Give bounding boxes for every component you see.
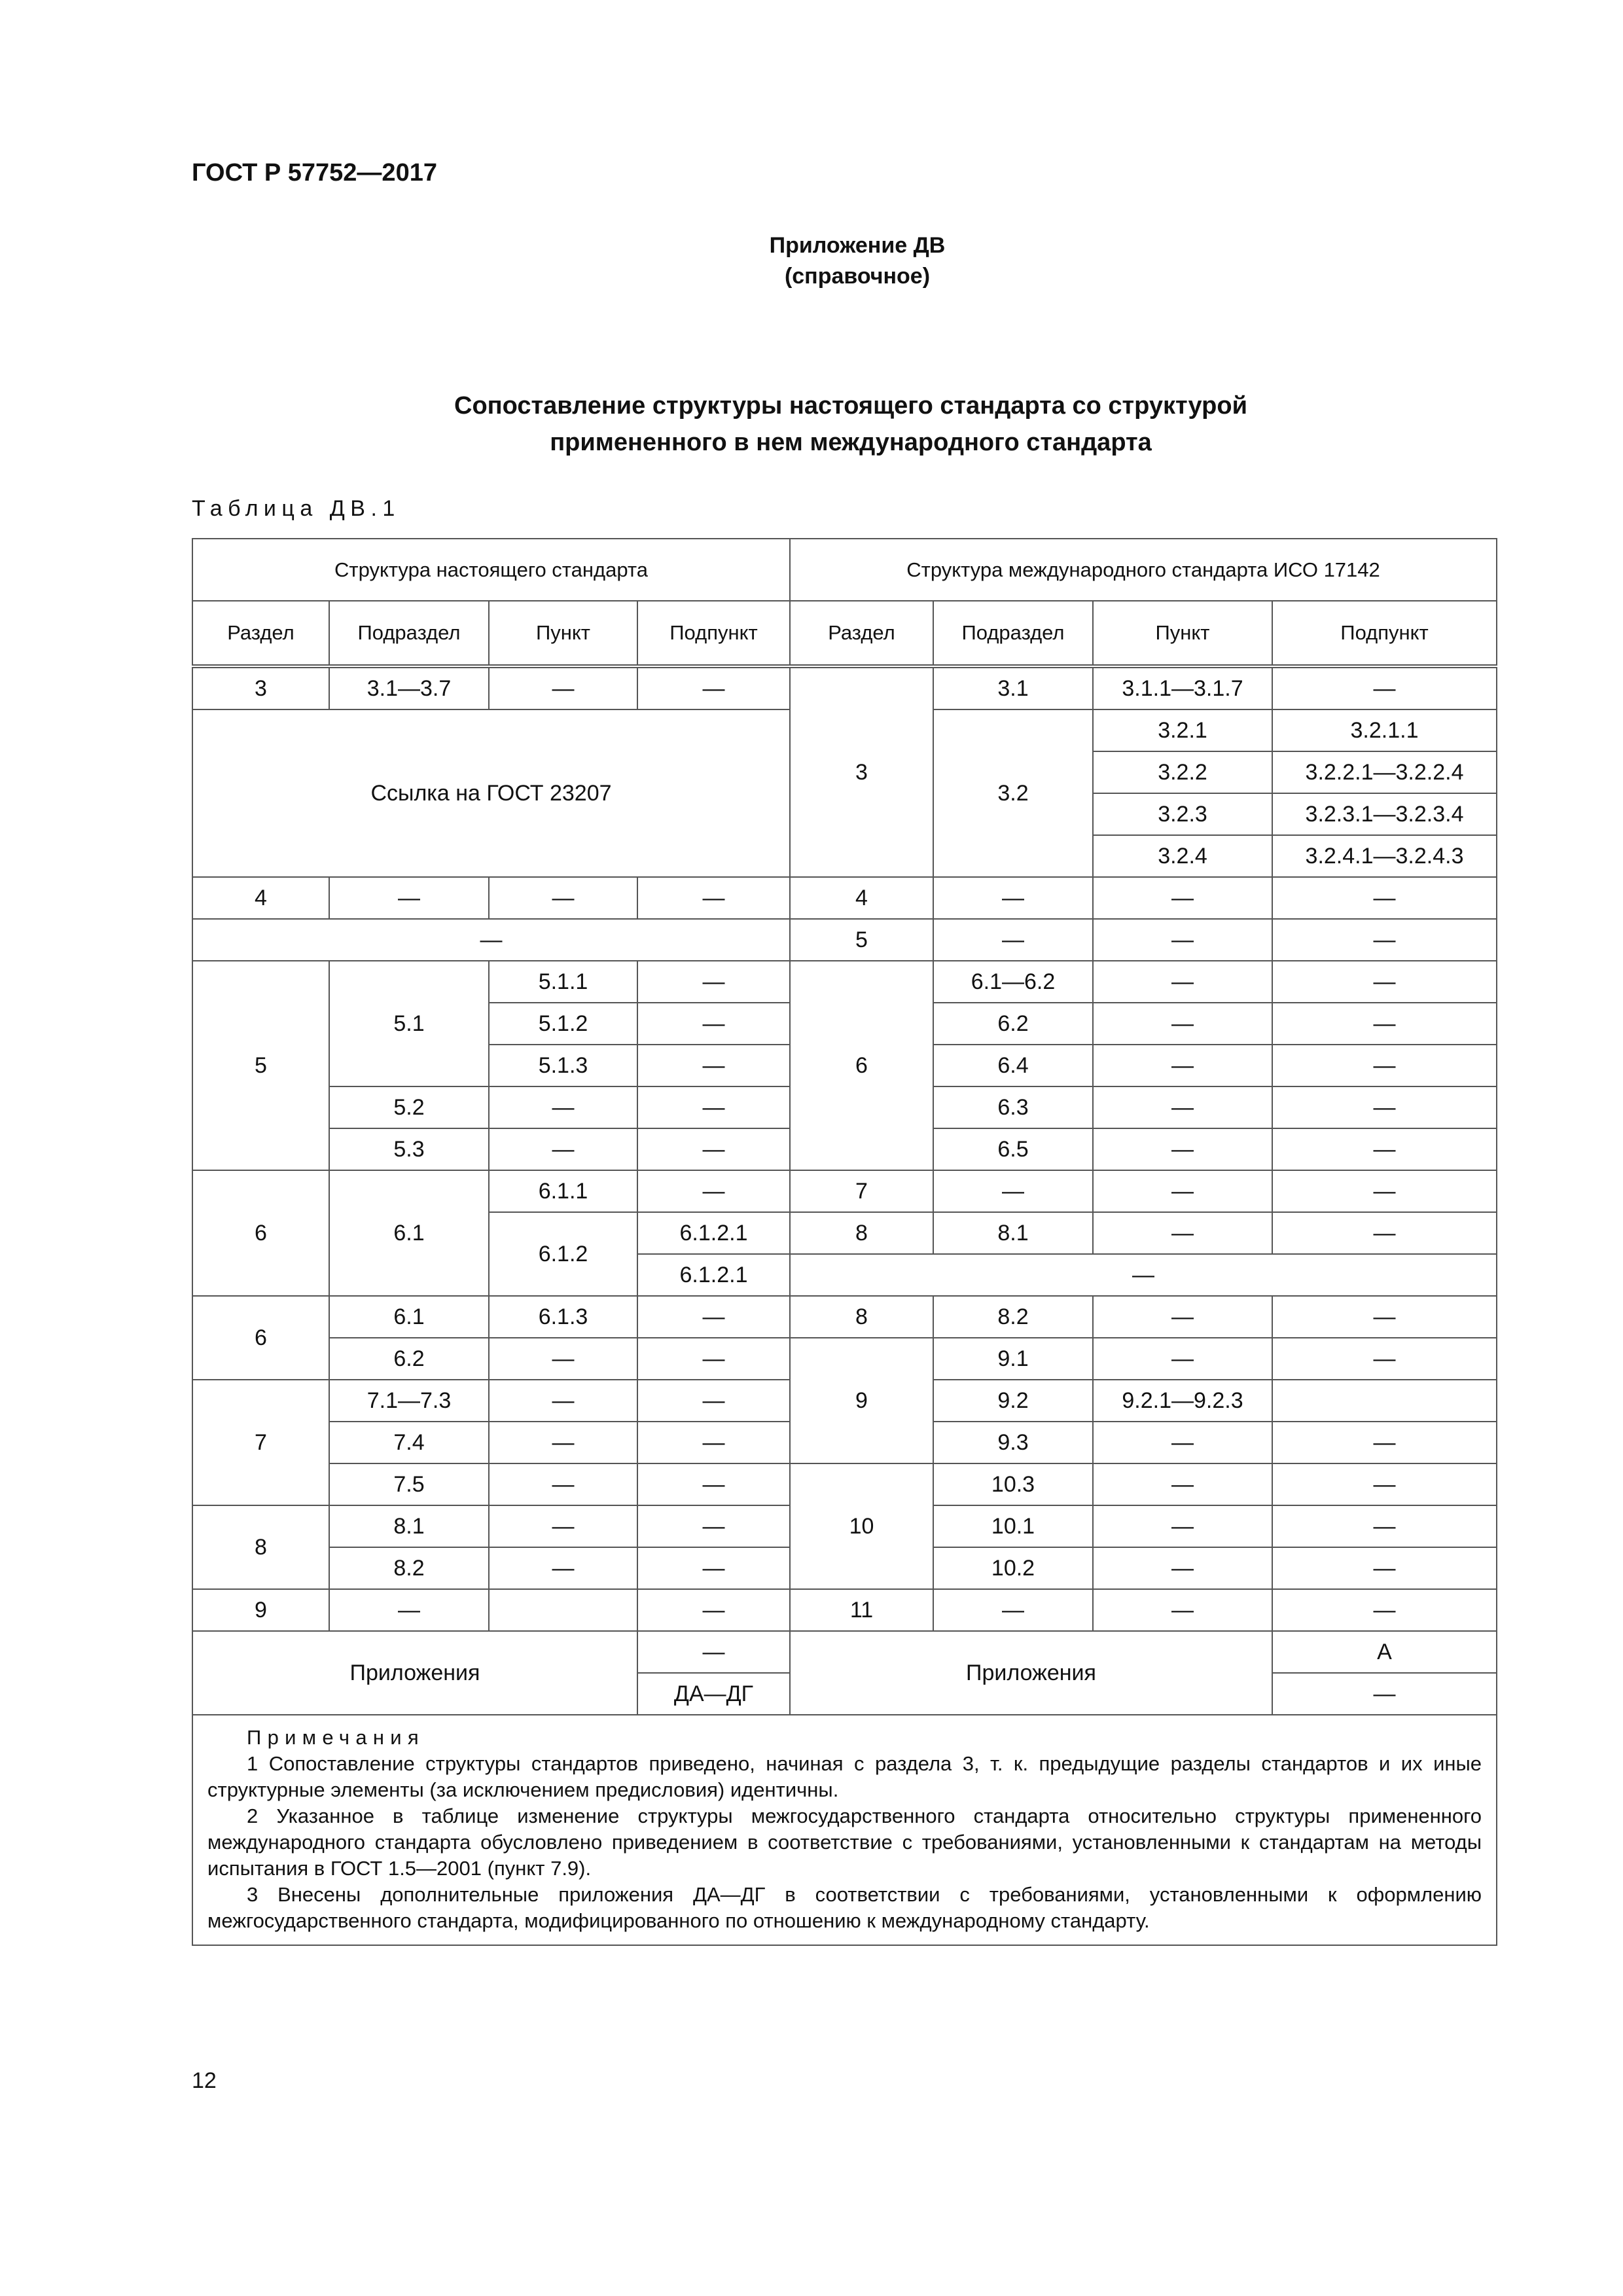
table-row: [192, 919, 1497, 961]
table-cell: —: [1093, 1338, 1272, 1380]
table-cell: 5.3: [329, 1128, 489, 1170]
column-header: Пункт: [1093, 601, 1272, 666]
table-cell: —: [1093, 1589, 1272, 1631]
table-cell: —: [1272, 1170, 1497, 1212]
table-cell: —: [790, 1254, 1497, 1296]
table-cell: 3: [790, 666, 933, 877]
table-cell: —: [1093, 1547, 1272, 1589]
table-cell: —: [637, 1296, 790, 1338]
table-row: [192, 1631, 1497, 1673]
table-cell: —: [1093, 1296, 1272, 1338]
table-row: [192, 1589, 1497, 1631]
table-cell: —: [1272, 877, 1497, 919]
table-cell: 6.5: [933, 1128, 1093, 1170]
table-cell: 6.1: [329, 1296, 489, 1338]
notes-row: [192, 1715, 1497, 1945]
table-cell: 6.1.1: [489, 1170, 637, 1212]
table-cell: [489, 1589, 637, 1631]
table-cell: —: [1272, 1296, 1497, 1338]
table-cell: —: [1093, 1086, 1272, 1128]
table-cell: 6.1—6.2: [933, 961, 1093, 1003]
appendix-heading: [687, 230, 1027, 292]
table-cell: —: [1272, 1212, 1497, 1254]
table-cell: 7: [192, 1380, 329, 1505]
table-cell: —: [637, 877, 790, 919]
table-cell: —: [1272, 1547, 1497, 1589]
table-cell: 6.1.3: [489, 1296, 637, 1338]
notes-cell: [192, 1715, 1497, 1945]
table-cell: —: [1272, 1463, 1497, 1505]
table-cell: —: [1093, 1045, 1272, 1086]
table-cell: —: [329, 877, 489, 919]
table-cell: 5.1: [329, 961, 489, 1086]
table-cell: —: [489, 1505, 637, 1547]
table-cell: 10.1: [933, 1505, 1093, 1547]
table-cell: 9.2: [933, 1380, 1093, 1422]
table-cell: —: [489, 666, 637, 709]
table-row: [192, 961, 1497, 1003]
table-cell: —: [489, 1547, 637, 1589]
table-cell: 6.2: [933, 1003, 1093, 1045]
table-cell: —: [1272, 1003, 1497, 1045]
appendix-kind: (справочное): [784, 264, 931, 289]
table-cell: 11: [790, 1589, 933, 1631]
table-cell: 3.1—3.7: [329, 666, 489, 709]
table-cell: 6: [192, 1296, 329, 1380]
table-cell: 10.3: [933, 1463, 1093, 1505]
table-cell: —: [637, 1338, 790, 1380]
table-cell: 3.2.3.1—3.2.3.4: [1272, 793, 1497, 835]
table-cell: 8: [790, 1212, 933, 1254]
table-row: [192, 1170, 1497, 1212]
table-cell: —: [329, 1589, 489, 1631]
table-cell: —: [637, 1505, 790, 1547]
table-cell: 4: [192, 877, 329, 919]
table-cell: 5: [192, 961, 329, 1170]
table-cell: —: [1093, 1463, 1272, 1505]
table-cell: 8: [790, 1296, 933, 1338]
table-cell: 6.1.2.1: [637, 1212, 790, 1254]
table-cell: 8.1: [933, 1212, 1093, 1254]
column-header: Подпункт: [637, 601, 790, 666]
table-cell: —: [1272, 1086, 1497, 1128]
table-row: [192, 1463, 1497, 1505]
table-cell: —: [1272, 1128, 1497, 1170]
table-cell: 7: [790, 1170, 933, 1212]
table-cell: —: [637, 1170, 790, 1212]
table-cell: 6.4: [933, 1045, 1093, 1086]
table-cell: —: [637, 1003, 790, 1045]
table-cell: Приложения: [192, 1631, 637, 1715]
table-cell: 3.1: [933, 666, 1093, 709]
table-cell: —: [1093, 877, 1272, 919]
table-cell: 3.1.1—3.1.7: [1093, 666, 1272, 709]
table-cell: —: [1093, 961, 1272, 1003]
table-cell: 4: [790, 877, 933, 919]
table-cell: —: [637, 1422, 790, 1463]
table-cell: 9: [790, 1338, 933, 1463]
table-cell: 6: [192, 1170, 329, 1296]
table-cell: 7.1—7.3: [329, 1380, 489, 1422]
table-cell: —: [933, 1170, 1093, 1212]
table-row: [192, 666, 1497, 709]
table-cell: А: [1272, 1631, 1497, 1673]
table-row: [192, 1338, 1497, 1380]
table-cell: —: [637, 961, 790, 1003]
comparison-table: [192, 538, 1497, 1946]
table-cell: 3.2.2: [1093, 751, 1272, 793]
table-cell: —: [1272, 666, 1497, 709]
table-cell: Приложения: [790, 1631, 1272, 1715]
title-line: Сопоставление структуры настоящего стандарта со структурой: [454, 392, 1247, 420]
table-cell: 5.1.2: [489, 1003, 637, 1045]
note-item: 3 Внесены дополнительные приложения ДА—ДГ в соответствии с требованиями, установленными к оформлению межгосударственного стандарта, модифицированного по отношению к международному стандарту.: [207, 1883, 1482, 1932]
table-cell: —: [1093, 1422, 1272, 1463]
table-cell: 7.4: [329, 1422, 489, 1463]
table-cell: 10: [790, 1463, 933, 1589]
document-code: ГОСТ Р 57752—2017: [192, 159, 437, 187]
table-cell: —: [933, 919, 1093, 961]
table-cell: 9.3: [933, 1422, 1093, 1463]
column-header: Подпункт: [1272, 601, 1497, 666]
table-cell: Ссылка на ГОСТ 23207: [192, 709, 790, 877]
table-cell: —: [637, 1045, 790, 1086]
table-cell: 3: [192, 666, 329, 709]
table-cell: —: [637, 1589, 790, 1631]
table-cell: —: [1272, 1589, 1497, 1631]
column-header: Раздел: [192, 601, 329, 666]
table-cell: —: [637, 1631, 790, 1673]
title-line: примененного в нем международного стандарта: [550, 429, 1152, 456]
table-cell: —: [489, 1380, 637, 1422]
column-header: Пункт: [489, 601, 637, 666]
table-cell: —: [637, 1128, 790, 1170]
table-cell: —: [637, 1547, 790, 1589]
column-header: Подраздел: [329, 601, 489, 666]
table-cell: 3.2.2.1—3.2.2.4: [1272, 751, 1497, 793]
table-cell: —: [637, 1086, 790, 1128]
table-cell: 10.2: [933, 1547, 1093, 1589]
table-cell: —: [1272, 1505, 1497, 1547]
table-header-row: [192, 539, 1497, 601]
table-cell: —: [1093, 1212, 1272, 1254]
table-cell: —: [1093, 1505, 1272, 1547]
table-cell: 8.2: [329, 1547, 489, 1589]
table-cell: —: [489, 877, 637, 919]
appendix-title: Приложение ДВ: [769, 233, 946, 258]
column-header: Раздел: [790, 601, 933, 666]
table-cell: 9.2.1—9.2.3: [1093, 1380, 1272, 1422]
table-cell: —: [1272, 1422, 1497, 1463]
table-cell: —: [1272, 1673, 1497, 1715]
table-cell: [1272, 1380, 1497, 1422]
table-cell: —: [1093, 1128, 1272, 1170]
table-cell: 3.2.3: [1093, 793, 1272, 835]
group-header-left: Структура настоящего стандарта: [192, 539, 790, 601]
table-cell: —: [489, 1463, 637, 1505]
table-cell: —: [933, 877, 1093, 919]
table-cell: 8.1: [329, 1505, 489, 1547]
page-number: 12: [192, 2068, 217, 2093]
table-cell: —: [1093, 1003, 1272, 1045]
table-cell: —: [1272, 1338, 1497, 1380]
table-row: [192, 1296, 1497, 1338]
table-cell: 6: [790, 961, 933, 1170]
column-header: Подраздел: [933, 601, 1093, 666]
table-cell: 5.1.1: [489, 961, 637, 1003]
table-cell: 9: [192, 1589, 329, 1631]
table-cell: —: [489, 1338, 637, 1380]
table-cell: 3.2: [933, 709, 1093, 877]
table-cell: 5.1.3: [489, 1045, 637, 1086]
table-cell: 3.2.1.1: [1272, 709, 1497, 751]
table-cell: 5.2: [329, 1086, 489, 1128]
table-cell: —: [489, 1086, 637, 1128]
table-cell: —: [1272, 1045, 1497, 1086]
table-cell: 6.3: [933, 1086, 1093, 1128]
table-cell: 6.2: [329, 1338, 489, 1380]
table-cell: 7.5: [329, 1463, 489, 1505]
table-cell: 6.1: [329, 1170, 489, 1296]
table-cell: 3.2.4: [1093, 835, 1272, 877]
table-cell: 3.2.4.1—3.2.4.3: [1272, 835, 1497, 877]
table-cell: 8.2: [933, 1296, 1093, 1338]
table-cell: —: [1272, 919, 1497, 961]
table-cell: —: [1093, 1170, 1272, 1212]
table-cell: —: [637, 1463, 790, 1505]
table-cell: —: [489, 1422, 637, 1463]
table-cell: —: [637, 666, 790, 709]
table-cell: —: [192, 919, 790, 961]
table-cell: 5: [790, 919, 933, 961]
table-cell: 9.1: [933, 1338, 1093, 1380]
note-item: 2 Указанное в таблице изменение структуры межгосударственного стандарта относительно структуры примененного международного стандарта обусловлено приведением в соответствие с требованиями, установленными к стандартам на методы испытания в ГОСТ 1.5—2001 (пункт 7.9).: [207, 1804, 1482, 1880]
table-cell: —: [489, 1128, 637, 1170]
table-cell: 3.2.1: [1093, 709, 1272, 751]
page-title: [275, 387, 1427, 461]
table-cell: —: [1272, 961, 1497, 1003]
table-label: Таблица ДВ.1: [192, 496, 401, 521]
table-cell: 8: [192, 1505, 329, 1589]
table-cell: —: [637, 1380, 790, 1422]
group-header-right: Структура международного стандарта ИСО 17142: [790, 539, 1497, 601]
table-header-row: [192, 601, 1497, 666]
note-item: 1 Сопоставление структуры стандартов приведено, начиная с раздела 3, т. к. предыдущие разделы стандартов и их иные структурные элементы (за исключением предисловия) идентичны.: [207, 1752, 1482, 1801]
table-cell: —: [933, 1589, 1093, 1631]
table-cell: 6.1.2: [489, 1212, 637, 1296]
table-cell: ДА—ДГ: [637, 1673, 790, 1715]
notes-title: Примечания: [247, 1726, 425, 1749]
table-row: [192, 877, 1497, 919]
table-cell: —: [1093, 919, 1272, 961]
table-cell: 6.1.2.1: [637, 1254, 790, 1296]
